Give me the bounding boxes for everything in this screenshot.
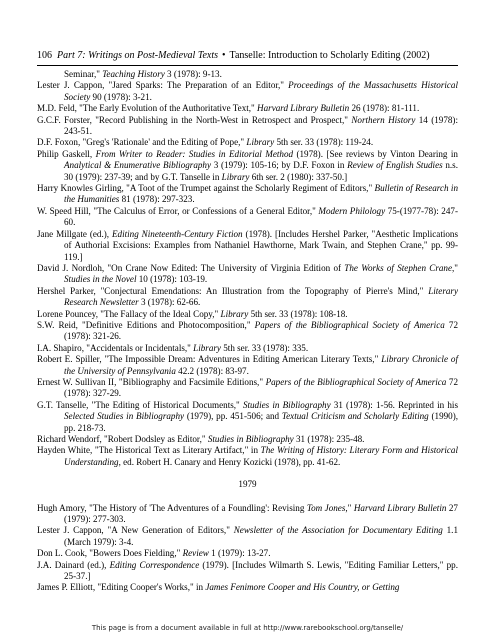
year-heading: 1979 bbox=[238, 479, 257, 490]
bibliography-entry: Jane Millgate (ed.), Editing Nineteenth-Century Fiction (1978). [Includes Hershel Parker, "Aesthetic Implications of Authorial Excisions: Examples from Nathaniel Hawthorne, Mark Twain, and Stephen Crane," pp. 99-119.] bbox=[37, 228, 459, 262]
italic-title: Papers of the Bibliographical Society of America bbox=[265, 376, 447, 387]
bibliography-entry: Lester J. Cappon, "A New Generation of Editors," Newsletter of the Association for Documentary Editing 1.1 (March 1979): 3-4. bbox=[37, 525, 458, 547]
bibliography-entry: I.A. Shapiro, "Accidentals or Incidentals," Library 5th ser. 33 (1978): 335. bbox=[37, 342, 309, 353]
italic-title: The Writing of History: Literary Form and Historical Understanding bbox=[64, 445, 458, 467]
italic-title: Review bbox=[182, 548, 209, 559]
italic-title: Library bbox=[193, 342, 221, 353]
bibliography-entry: Robert E. Spiller, "The Impossible Dream: Adventures in Editing American Literary Texts," Library Chronicle of the University of Pennsylvania 42.2 (1978): 83-97. bbox=[37, 354, 458, 376]
bibliography-entry: Hayden White, "The Historical Text as Literary Artifact," in The Writing of History: Literary Form and Historical Understanding, ed. Robert H. Canary and Henry Kozicki (1978), pp. 41-62. bbox=[37, 445, 458, 467]
bibliography-entry: S.W. Reid, "Definitive Editions and Photocomposition," Papers of the Bibliographical Society of America 72 (1978): 321-26. bbox=[37, 319, 458, 342]
italic-title: Library bbox=[220, 308, 249, 319]
bibliography-entry: Hugh Amory, "The History of 'The Adventures of a Foundling': Revising Tom Jones," Harvard Library Bulletin 27 (1979): 277-303. bbox=[37, 502, 458, 525]
bibliography-entry: M.D. Feld, "The Early Evolution of the Authoritative Text," Harvard Library Bulletin 26 (1978): 81-111. bbox=[37, 103, 420, 114]
entries-1979 bbox=[37, 503, 458, 594]
italic-title: Editing Nineteenth-Century Fiction bbox=[111, 228, 243, 239]
italic-title: Library Chronicle of the University of Pennsylvania bbox=[64, 354, 458, 376]
bibliography-entry: W. Speed Hill, "The Calculus of Error, or Confessions of a General Editor," Modern Philology 75-(1977-78): 247-60. bbox=[37, 205, 458, 228]
italic-title: Library bbox=[246, 137, 275, 148]
bibliography-entry: David J. Nordloh, "On Crane Now Edited: The University of Virginia Edition of The Works of Stephen Crane," Studies in the Novel 10 (1978): 103-19. bbox=[37, 262, 458, 285]
page-footer: This page is from a document available in full at http://www.rarebookschool.org/tanselle/ bbox=[91, 624, 404, 632]
italic-title: Harvard Library Bulletin bbox=[257, 103, 350, 114]
italic-title: Analytical & Enumerative Bibliography bbox=[64, 160, 212, 171]
italic-title: James Fenimore Cooper and His Country, or Getting bbox=[205, 582, 400, 593]
bibliography-entry: G.C.F. Forster, "Record Publishing in the North-West in Retrospect and Prospect," Northern History 14 (1978): 243-51. bbox=[37, 114, 458, 137]
bibliography-entry: Don L. Cook, "Bowers Does Fielding," Review 1 (1979): 13-27. bbox=[37, 548, 271, 559]
italic-title: Harvard Library Bulletin bbox=[353, 502, 447, 513]
entries-1978 bbox=[37, 80, 458, 468]
italic-title: Studies in Bibliography bbox=[207, 434, 294, 444]
header-rule bbox=[37, 65, 458, 66]
bibliography-entry: Lorene Pouncey, "The Fallacy of the Ideal Copy," Library 5th ser. 33 (1978): 108-18. bbox=[37, 308, 348, 319]
italic-title: The Works of Stephen Crane bbox=[344, 262, 452, 273]
bibliography-entry: Ernest W. Sullivan II, "Bibliography and Facsimile Editions," Papers of the Bibliographical Society of America 72 (1978): 327-29. bbox=[37, 376, 458, 399]
bibliography-entry: J.A. Dainard (ed.), Editing Correspondence (1979). [Includes Wilmarth S. Lewis, "Editing Familiar Letters," pp. 25-37.] bbox=[37, 559, 459, 582]
italic-title: Tom Jones bbox=[306, 502, 346, 513]
italic-title: Review of English Studies bbox=[347, 160, 443, 171]
italic-title: Modern Philology bbox=[318, 205, 386, 216]
italic-title: Newsletter of the Association for Documentary Editing bbox=[233, 525, 443, 536]
italic-title: Studies in the Novel bbox=[64, 274, 137, 285]
bibliography-entry: Lester J. Cappon, "Jared Sparks: The Preparation of an Editor," Proceedings of the Massachusetts Historical Society 90 (1978): 3-21. bbox=[37, 80, 458, 102]
running-header bbox=[37, 50, 458, 61]
italic-title: Editing Correspondence bbox=[109, 559, 200, 570]
italic-title: Teaching History bbox=[102, 69, 165, 79]
italic-title: Selected Studies in Bibliography bbox=[64, 411, 185, 422]
bibliography-entry: Hershel Parker, "Conjectural Emendations: An Illustration from the Topography of Pierre's Mind," Literary Research Newsletter 3 (1978): 62-66. bbox=[37, 285, 458, 308]
header-separator: • bbox=[222, 50, 226, 61]
bibliography-entry: Richard Wendorf, "Robert Dodsley as Editor," Studies in Bibliography 31 (1978): 235-48. bbox=[37, 434, 365, 444]
italic-title: Northern History bbox=[351, 114, 416, 125]
page-number: 106 bbox=[37, 50, 52, 61]
bibliography-entry: Philip Gaskell, From Writer to Reader: Studies in Editorial Method (1978). [See reviews by Vinton Dearing in Analytical & Enumerative Bibliography 3 (1979): 105-16; by D.F. Foxon in Review of English Studies n.s. 30 (1979): 237-39; and by G.T. Tanselle in Library 6th ser. 2 (1980): 337-50.] bbox=[37, 148, 458, 182]
italic-title: Textual Criticism and Scholarly Editing bbox=[281, 411, 429, 422]
continued-entry: Seminar," Teaching History 3 (1978): 9-13. bbox=[64, 69, 222, 79]
bibliography-entry: G.T. Tanselle, "The Editing of Historical Documents," Studies in Bibliography 31 (1978): 1-56. Reprinted in his Selected Studies in Bibliography (1979), pp. 451-506; and Textual Criticism and Scholarly Editing (1990), pp. 218-73. bbox=[37, 399, 459, 433]
bibliography-body bbox=[37, 69, 458, 594]
italic-title: Literary Research Newsletter bbox=[64, 285, 458, 308]
italic-title: Proceedings of the Massachusetts Historical Society bbox=[64, 80, 458, 102]
bibliography-entry: D.F. Foxon, "Greg's 'Rationale' and the Editing of Pope," Library 5th ser. 33 (1978): 119-24. bbox=[37, 137, 374, 148]
running-title: Part 7: Writings on Post-Medieval Texts bbox=[57, 50, 219, 61]
italic-title: From Writer to Reader: Studies in Editorial Method bbox=[95, 148, 294, 159]
italic-title: Library bbox=[221, 171, 250, 182]
italic-title: Bulletin of Research in the Humanities bbox=[64, 183, 458, 205]
bibliography-entry: Harry Knowles Girling, "A Toot of the Trumpet against the Scholarly Regiment of Editors," Bulletin of Research in the Humanities 81 (1978): 297-323. bbox=[37, 183, 458, 205]
italic-title: Studies in Bibliography bbox=[242, 399, 331, 410]
bibliography-entry: James P. Elliott, "Editing Cooper's Works," in James Fenimore Cooper and His Country, or Getting bbox=[37, 582, 400, 593]
running-subtitle: Tanselle: Introduction to Scholarly Editing (2002) bbox=[229, 50, 430, 61]
italic-title: Papers of the Bibliographical Society of America bbox=[254, 319, 445, 330]
